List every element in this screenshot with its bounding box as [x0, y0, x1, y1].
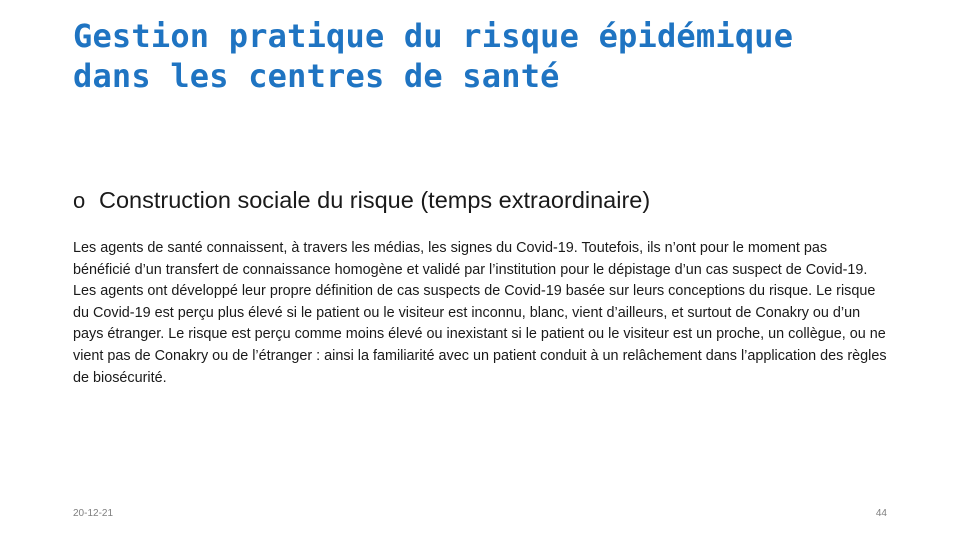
slide-title — [73, 16, 893, 96]
bullet-heading — [73, 182, 893, 219]
footer-page-number: 44 — [875, 508, 887, 519]
footer-date: 20-12-21 — [73, 508, 114, 519]
bullet-marker: o — [73, 188, 86, 213]
slide-title-line-2: dans les centres de santé — [73, 57, 560, 95]
slide-title-line-1: Gestion pratique du risque épidémique — [73, 17, 794, 55]
body-paragraph: Les agents de santé connaissent, à travers les médias, les signes du Covid-19. Toutefois, ils n’ont pour le moment pas bénéficié d’un transfert de connaissance homogène et validé par l’institution pour le dépistage d’un cas suspect de Covid-19. Les agents ont développé leur propre définition de cas suspects de Covid-19 basée sur leurs conceptions du risque. Le risque du Covid-19 est perçu plus élevé si le patient ou le visiteur est inconnu, blanc, vient d’ailleurs, et surtout de Conakry ou d’un pays étranger. Le risque est perçu comme moins élevé ou inexistant si le patient ou le visiteur est un proche, un collègue, ou ne vient pas de Conakry ou de l’étranger : ainsi la familiarité avec un patient conduit à un relâchement dans l’application des règles de biosécurité. — [73, 240, 887, 386]
bullet-heading-text: Construction sociale du risque (temps extraordinaire) — [99, 187, 651, 213]
